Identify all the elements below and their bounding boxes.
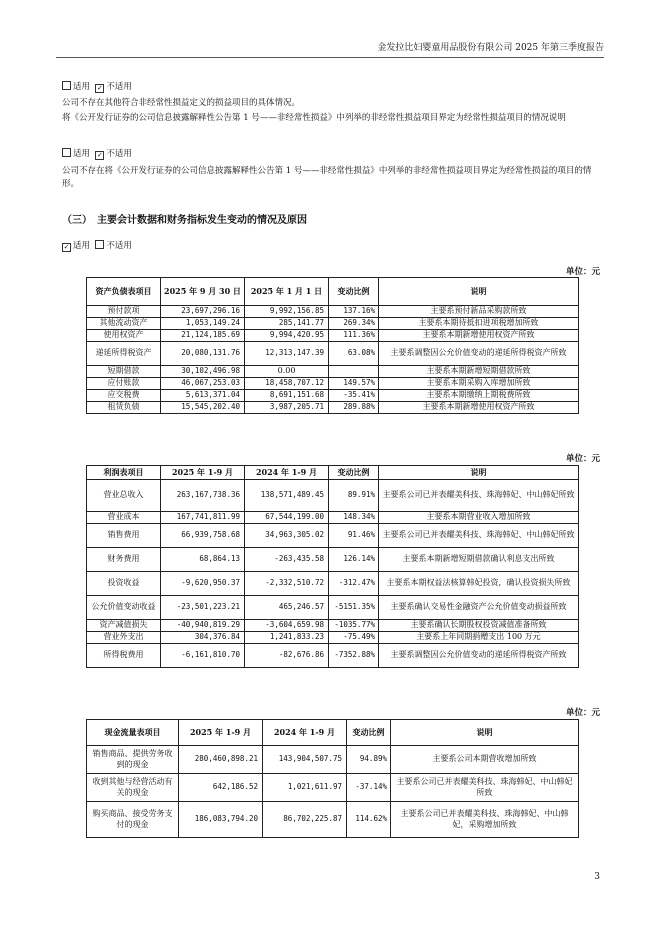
column-header: 2025 年 1-9 月 xyxy=(161,466,245,480)
cell-change xyxy=(329,366,379,378)
option-row-1 xyxy=(62,81,132,93)
cell-note: 主要系本期新增短期借款确认利息支出所致 xyxy=(379,548,579,572)
checkbox-checked-icon: ✓ xyxy=(96,151,103,159)
cell-change: -37.14% xyxy=(347,774,391,802)
cell-previous: -3,604,659.98 xyxy=(245,620,329,632)
cashflow-table xyxy=(86,719,579,838)
cell-previous: 3,987,205.71 xyxy=(245,402,329,414)
cell-item: 资产减值损失 xyxy=(87,620,161,632)
cell-item: 投资收益 xyxy=(87,572,161,596)
cell-change: 289.88% xyxy=(329,402,379,414)
checkbox-unchecked-icon xyxy=(62,81,71,90)
option-applicable: 适用 xyxy=(73,149,91,159)
cell-item: 应交税费 xyxy=(87,390,161,402)
column-header: 变动比例 xyxy=(329,466,379,480)
balance-table xyxy=(86,277,579,414)
cell-current: -9,620,950.37 xyxy=(161,572,245,596)
cell-current: 66,939,758.68 xyxy=(161,524,245,548)
unit-label-cashflow: 单位：元 xyxy=(565,708,600,718)
cell-note: 主要系预付新品采购款所致 xyxy=(379,306,579,318)
option-applicable: 适用 xyxy=(73,82,91,92)
cell-note: 主要系本期权益法核算韩妃投资，确认投资损失所致 xyxy=(379,572,579,596)
cell-previous: 285,141.77 xyxy=(245,318,329,330)
cell-note: 主要系公司本期营收增加所致 xyxy=(391,746,579,774)
option-not-applicable: 不适用 xyxy=(106,241,132,251)
column-header: 说明 xyxy=(391,720,579,746)
cell-note: 主要系公司已并表耀美科技、珠海韩妃、中山韩妃所致 xyxy=(379,524,579,548)
cell-current: 642,186.52 xyxy=(179,774,263,802)
cell-previous: 8,691,151.68 xyxy=(245,390,329,402)
block1-line1: 公司不存在其他符合非经常性损益定义的损益项目的具体情况。 xyxy=(62,98,301,108)
cell-previous: 1,021,611.97 xyxy=(263,774,347,802)
cell-current: 21,124,185.69 xyxy=(161,330,245,342)
column-header: 说明 xyxy=(379,466,579,480)
table-row xyxy=(87,512,579,524)
cell-note: 主要系本期采购入库增加所致 xyxy=(379,378,579,390)
cell-note: 主要系确认长期股权投资减值准备所致 xyxy=(379,620,579,632)
cell-note: 主要系本期营业收入增加所致 xyxy=(379,512,579,524)
column-header: 2024 年 1-9 月 xyxy=(263,720,347,746)
table-row xyxy=(87,330,579,342)
cell-previous: 465,246.57 xyxy=(245,596,329,620)
cell-item: 应付账款 xyxy=(87,378,161,390)
table-row xyxy=(87,632,579,644)
checkbox-unchecked-icon xyxy=(95,240,104,249)
cell-item: 营业外支出 xyxy=(87,632,161,644)
table-row xyxy=(87,306,579,318)
cell-change: -1035.77% xyxy=(329,620,379,632)
cell-previous: 1,241,833.23 xyxy=(245,632,329,644)
cell-previous: 12,313,147.39 xyxy=(245,342,329,366)
cell-change: 126.14% xyxy=(329,548,379,572)
cell-change: -7352.88% xyxy=(329,644,379,668)
table-header-row xyxy=(87,278,579,306)
cell-change: 94.89% xyxy=(347,746,391,774)
table-row xyxy=(87,366,579,378)
table-row xyxy=(87,620,579,632)
cell-item: 使用权资产 xyxy=(87,330,161,342)
cell-item: 收到其他与经营活动有关的现金 xyxy=(87,774,179,802)
unit-label-balance: 单位：元 xyxy=(565,267,600,277)
column-header: 说明 xyxy=(379,278,579,306)
cell-current: 20,080,131.76 xyxy=(161,342,245,366)
cell-current: 30,102,496.98 xyxy=(161,366,245,378)
cell-note: 主要系公司已并表耀美科技、珠海韩妃、中山韩妃所致 xyxy=(391,774,579,802)
column-header: 2024 年 1-9 月 xyxy=(245,466,329,480)
cell-current: 1,053,149.24 xyxy=(161,318,245,330)
cell-note: 主要系确认交易性金融资产公允价值变动损益所致 xyxy=(379,596,579,620)
cell-previous: -82,676.86 xyxy=(245,644,329,668)
cell-item: 销售费用 xyxy=(87,524,161,548)
cell-note: 主要系本期待抵扣进项税增加所致 xyxy=(379,318,579,330)
table-row xyxy=(87,402,579,414)
cell-previous: -263,435.58 xyxy=(245,548,329,572)
cell-current: 46,067,253.03 xyxy=(161,378,245,390)
section-title: （三） 主要会计数据和财务指标发生变动的情况及原因 xyxy=(62,215,307,226)
cell-change: 91.46% xyxy=(329,524,379,548)
cell-current: 23,697,296.16 xyxy=(161,306,245,318)
income-table xyxy=(86,465,579,668)
cell-note: 主要系调整因公允价值变动的递延所得税资产所致 xyxy=(379,342,579,366)
table-row xyxy=(87,548,579,572)
table-row xyxy=(87,480,579,512)
option-row-3 xyxy=(62,240,132,252)
table-row xyxy=(87,378,579,390)
table-row xyxy=(87,524,579,548)
cell-previous: 9,992,156.85 xyxy=(245,306,329,318)
cell-item: 财务费用 xyxy=(87,548,161,572)
cell-change: 137.16% xyxy=(329,306,379,318)
cell-note: 主要系公司已并表耀美科技、珠海韩妃、中山韩妃所致 xyxy=(379,480,579,512)
column-header: 2025 年 1 月 1 日 xyxy=(245,278,329,306)
table-row xyxy=(87,746,579,774)
cell-previous: 86,702,225.87 xyxy=(263,802,347,838)
cell-previous: 138,571,489.45 xyxy=(245,480,329,512)
column-header: 资产负债表项目 xyxy=(87,278,161,306)
cell-item: 营业总收入 xyxy=(87,480,161,512)
cell-note: 主要系本期新增使用权资产所致 xyxy=(379,402,579,414)
page-header: 金发拉比妇婴童用品股份有限公司 2025 年第三季度报告 xyxy=(56,40,604,58)
cell-change: 111.36% xyxy=(329,330,379,342)
table-header-row xyxy=(87,466,579,480)
cell-current: 263,167,738.36 xyxy=(161,480,245,512)
cell-note: 主要系上年同期捐赠支出 100 万元 xyxy=(379,632,579,644)
column-header: 变动比例 xyxy=(347,720,391,746)
table-row xyxy=(87,596,579,620)
cell-note: 主要系调整因公允价值变动的递延所得税资产所致 xyxy=(379,644,579,668)
cell-item: 公允价值变动收益 xyxy=(87,596,161,620)
block2-para: 公司不存在将《公开发行证券的公司信息披露解释性公告第 1 号——非经常性损益》中列举的非经常性损益项目界定为经常性损益的项目的情形。 xyxy=(62,166,592,189)
table-row xyxy=(87,342,579,366)
cell-change: -5151.35% xyxy=(329,596,379,620)
column-header: 2025 年 1-9 月 xyxy=(179,720,263,746)
cell-current: -23,501,223.21 xyxy=(161,596,245,620)
cell-change: 149.57% xyxy=(329,378,379,390)
cell-current: 68,864.13 xyxy=(161,548,245,572)
cell-item: 所得税费用 xyxy=(87,644,161,668)
cell-item: 购买商品、接受劳务支付的现金 xyxy=(87,802,179,838)
cell-previous: 9,994,420.95 xyxy=(245,330,329,342)
table-row xyxy=(87,572,579,596)
table-row xyxy=(87,802,579,838)
cell-item: 递延所得税资产 xyxy=(87,342,161,366)
cell-change: 63.08% xyxy=(329,342,379,366)
option-applicable: 适用 xyxy=(73,241,91,251)
column-header: 现金流量表项目 xyxy=(87,720,179,746)
cell-current: 280,460,898.21 xyxy=(179,746,263,774)
column-header: 利润表项目 xyxy=(87,466,161,480)
cell-current: 167,741,811.99 xyxy=(161,512,245,524)
cell-previous: 143,904,507.75 xyxy=(263,746,347,774)
table-header-row xyxy=(87,720,579,746)
cell-current: 304,376.84 xyxy=(161,632,245,644)
cell-item: 租赁负债 xyxy=(87,402,161,414)
option-not-applicable: 不适用 xyxy=(106,149,132,159)
cell-note: 主要系本期缴纳上期税费所致 xyxy=(379,390,579,402)
cell-current: -40,940,819.29 xyxy=(161,620,245,632)
cell-previous: 18,458,707.12 xyxy=(245,378,329,390)
table-row xyxy=(87,644,579,668)
page-number: 3 xyxy=(594,872,600,882)
cell-previous: 67,544,199.00 xyxy=(245,512,329,524)
cell-note: 主要系公司已并表耀美科技、珠海韩妃、中山韩妃，采购增加所致 xyxy=(391,802,579,838)
cell-change: 269.34% xyxy=(329,318,379,330)
option-row-2 xyxy=(62,148,132,160)
column-header: 2025 年 9 月 30 日 xyxy=(161,278,245,306)
cell-note: 主要系本期新增短期借款所致 xyxy=(379,366,579,378)
block1-para: 将《公开发行证券的公司信息披露解释性公告第 1 号——非经常性损益》中列举的非经常性损益项目界定为经常性损益项目的情况说明 xyxy=(62,113,566,123)
cell-current: 5,613,371.04 xyxy=(161,390,245,402)
cell-item: 预付款项 xyxy=(87,306,161,318)
cell-change: 89.91% xyxy=(329,480,379,512)
cell-change: -35.41% xyxy=(329,390,379,402)
cell-item: 短期借款 xyxy=(87,366,161,378)
cell-change: 148.34% xyxy=(329,512,379,524)
column-header: 变动比例 xyxy=(329,278,379,306)
checkbox-checked-icon: ✓ xyxy=(63,243,70,251)
cell-current: 15,545,202.40 xyxy=(161,402,245,414)
cell-change: 114.62% xyxy=(347,802,391,838)
checkbox-checked-icon: ✓ xyxy=(96,84,103,92)
cell-previous: 34,963,305.02 xyxy=(245,524,329,548)
table-row xyxy=(87,318,579,330)
cell-current: -6,161,810.70 xyxy=(161,644,245,668)
table-row xyxy=(87,774,579,802)
option-not-applicable: 不适用 xyxy=(106,82,132,92)
cell-previous: -2,332,510.72 xyxy=(245,572,329,596)
cell-item: 其他流动资产 xyxy=(87,318,161,330)
cell-item: 营业成本 xyxy=(87,512,161,524)
cell-change: -312.47% xyxy=(329,572,379,596)
cell-current: 186,083,794.20 xyxy=(179,802,263,838)
cell-change: -75.49% xyxy=(329,632,379,644)
cell-item: 销售商品、提供劳务收到的现金 xyxy=(87,746,179,774)
cell-previous: 0.00 xyxy=(245,366,329,378)
checkbox-unchecked-icon xyxy=(62,148,71,157)
cell-note: 主要系本期新增使用权资产所致 xyxy=(379,330,579,342)
unit-label-income: 单位：元 xyxy=(565,454,600,464)
table-row xyxy=(87,390,579,402)
